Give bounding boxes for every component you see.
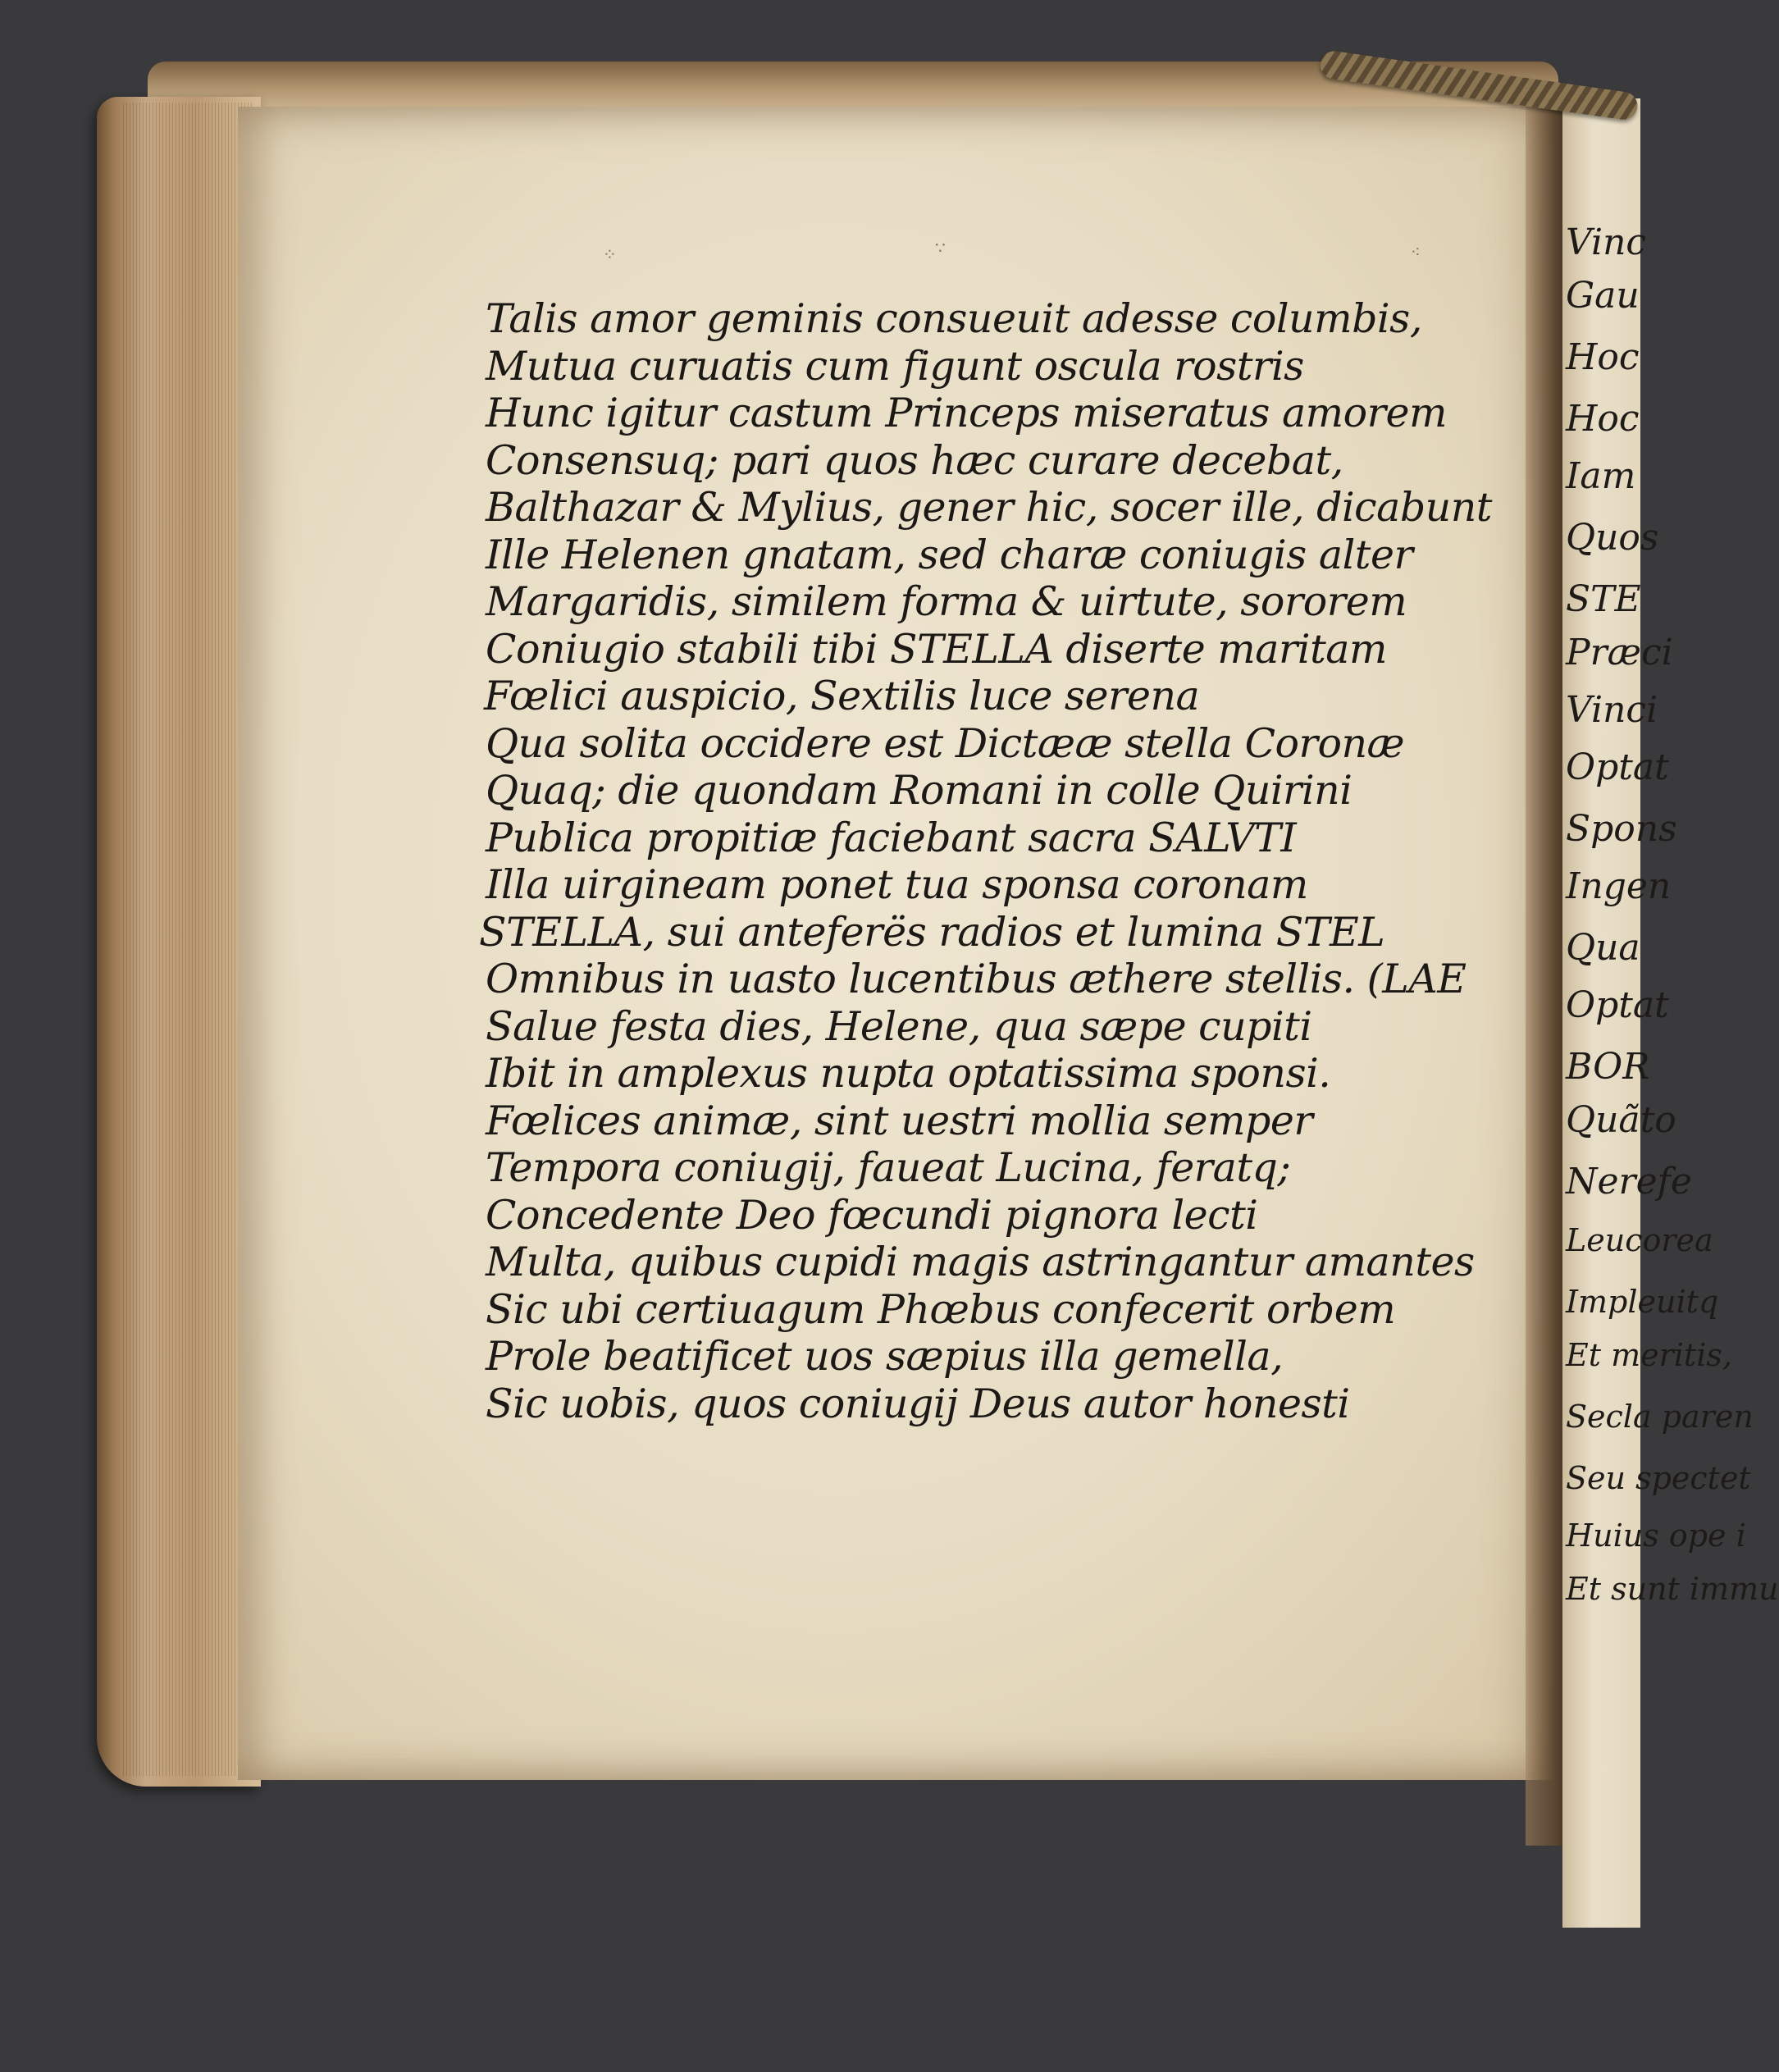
verse-line: Omnibus in uasto lucentibus æthere stellis. (LAE <box>486 956 1467 1002</box>
right-page-line: Vinc <box>1566 221 1647 263</box>
verse-line: Balthazar & Mylius, gener hic, socer ille, dicabunt <box>486 484 1492 531</box>
right-page-line: Hoc <box>1566 336 1640 378</box>
right-page-line: Impleuitq <box>1566 1284 1719 1320</box>
right-page-line: Quos <box>1566 517 1659 559</box>
verse-line: Qua solita occidere est Dictææ stella Coronæ <box>486 719 1405 767</box>
right-page-line: Ingen <box>1566 865 1672 907</box>
verse-line: Quaq; die quondam Romani in colle Quirini <box>486 767 1352 814</box>
verse-line: Margaridis, similem forma & uirtute, sororem <box>486 578 1407 625</box>
right-page-line: Huius ope i <box>1566 1517 1746 1554</box>
right-page-line: Seu spectet <box>1566 1460 1751 1496</box>
verse-line: Concedente Deo fœcundi pignora lecti <box>486 1191 1258 1239</box>
verse-line: Publica propitiæ faciebant sacra SALVTI <box>486 814 1297 861</box>
verse-line: Tempora coniugij, faueat Lucina, feratq; <box>486 1144 1291 1191</box>
right-page-line: Hoc <box>1566 398 1640 440</box>
verse-line: Sic uobis, quos coniugij Deus autor honesti <box>486 1380 1350 1427</box>
right-page-line: Et meritis, <box>1566 1337 1732 1373</box>
verse-line: Hunc igitur castum Princeps miseratus amorem <box>486 390 1448 436</box>
verse-line: Salue festa dies, Helene, qua sæpe cupiti <box>486 1002 1312 1050</box>
verse-line: STELLA, sui anteferës radios et lumina STEL <box>479 908 1385 956</box>
verse-line: Ille Helenen gnatam, sed charæ coniugis alter <box>486 531 1413 578</box>
right-page-line: Et sunt immu <box>1566 1571 1779 1607</box>
right-page-line: Optat <box>1566 984 1669 1026</box>
right-page-line: Spons <box>1566 808 1677 850</box>
right-page-line: Secla paren <box>1566 1399 1754 1435</box>
paper-speck: ∵ <box>935 238 946 258</box>
verse-line: Fœlici auspicio, Sextilis luce serena <box>484 673 1200 719</box>
verse-line: Prole beatificet uos sæpius illa gemella, <box>486 1333 1284 1380</box>
right-page-line: Nerefe <box>1566 1161 1692 1203</box>
right-page-line: Qua <box>1566 927 1640 969</box>
right-page-line: Vinci <box>1566 689 1658 731</box>
paper-speck: ⁖ <box>1411 242 1421 262</box>
right-page-line: Præci <box>1566 632 1673 673</box>
paper-speck: ⁘ <box>603 244 617 264</box>
right-page-line: Gau <box>1566 275 1640 317</box>
verse-line: Mutua curuatis cum figunt oscula rostris <box>486 342 1304 390</box>
verse-line: Fœlices animæ, sint uestri mollia semper <box>486 1097 1313 1144</box>
verse-line: Ibit in amplexus nupta optatissima sponsi. <box>486 1050 1331 1097</box>
verse-line: Illa uirgineam ponet tua sponsa coronam <box>486 861 1308 908</box>
right-page-line: Quãto <box>1566 1099 1676 1141</box>
right-page-line: Iam <box>1566 455 1636 497</box>
verse-line: Multa, quibus cupidi magis astringantur amantes <box>486 1239 1475 1285</box>
right-page-line: STE <box>1566 578 1641 620</box>
right-page-line: Optat <box>1566 746 1669 788</box>
page-edge-lines <box>123 103 254 1776</box>
right-page-line: Leucorea <box>1566 1222 1713 1258</box>
verse-line: Coniugio stabili tibi STELLA diserte maritam <box>486 625 1387 673</box>
right-page-line: BOR <box>1566 1046 1650 1088</box>
verse-line: Consensuq; pari quos hæc curare decebat, <box>486 436 1343 484</box>
verse-line: Sic ubi certiuagum Phœbus confecerit orbem <box>486 1285 1396 1333</box>
right-page <box>1562 98 1779 1928</box>
verse-line: Talis amor geminis consueuit adesse columbis, <box>486 295 1422 342</box>
